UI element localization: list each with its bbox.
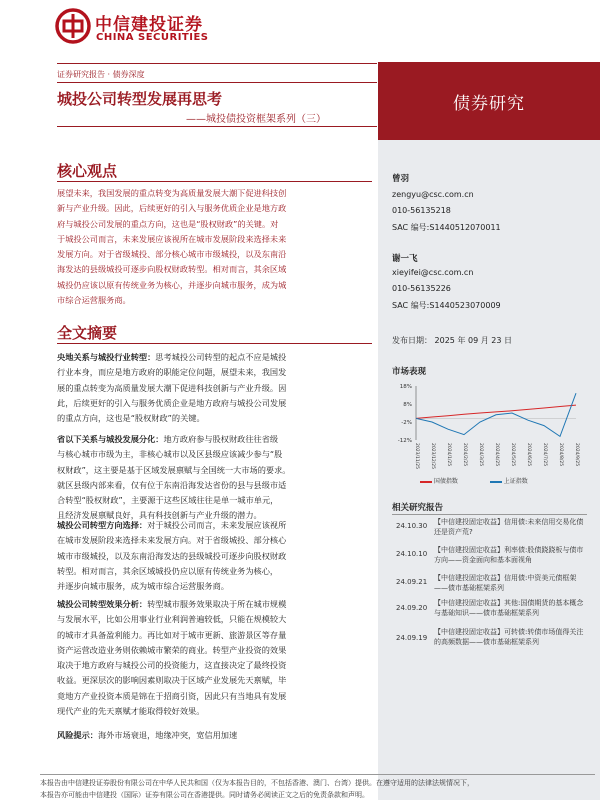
- analyst-sac: SAC 编号:S1440523070009: [392, 301, 501, 310]
- core-heading: 核心观点: [57, 162, 118, 180]
- paragraph-line: 竟地方产业投资本质是锦在于招商引资，因此只有当地具有发展: [57, 690, 287, 701]
- legend-swatch-bond: [420, 481, 432, 483]
- y-tick-label: -12%: [397, 438, 412, 444]
- series-line: [416, 393, 576, 436]
- core-line: 新与产业升级。因此，后续更好的引入与服务优质企业是地方政: [57, 203, 287, 214]
- footer-line: 本报告由中信建投证券股份有限公司在中华人民共和国（仅为本报告目的，不包括香港、澳门、台湾）提供。在遵守适用的法律法规情况下，: [40, 779, 474, 787]
- paragraph-line: 地方政府参与股权财政往往省级: [163, 434, 279, 444]
- analyst-phone: 010-56135226: [392, 284, 451, 293]
- summary-paragraph: [57, 518, 372, 594]
- core-line: 城投仍应该以原有传统业务为核心，并逐步向城市服务，成为城: [57, 279, 287, 290]
- x-tick-label: 2024/8/25: [558, 443, 563, 467]
- report-subtitle: ——城投债投资框架系列（三）: [186, 114, 326, 125]
- related-date: 24.10.30: [396, 522, 428, 530]
- x-tick-label: 2024/9/25: [574, 443, 579, 467]
- related-divider: [392, 514, 587, 515]
- summary-divider: [57, 343, 372, 344]
- paragraph-line: 在城市发展阶段来选择未来发展方向。对于省级城投、部分核心: [57, 535, 287, 546]
- paragraph-line: 城市市级城投，以及东南沿海发达的县级城投可逐步向股权财政: [57, 550, 287, 561]
- paragraph-line: 与发展水平，比如公用事业行业利润普遍较低，只能在规模较大: [57, 614, 287, 625]
- core-text: [57, 186, 372, 308]
- legend-swatch-index: [490, 481, 502, 483]
- paragraph-lead: 省以下关系与城投发展分化：: [57, 434, 164, 444]
- x-tick-label: 2023/12/25: [430, 443, 435, 469]
- paragraph-line: 合转型“股权财政”，主要源于这些区域往往是单一城市单元，: [57, 495, 279, 506]
- related-item[interactable]: 【中信建投固定收益】利率债:股债跷跷板与债市方向——资金面向和基本面视角: [434, 546, 584, 564]
- y-tick-label: 8%: [403, 402, 412, 408]
- section-banner: 债券研究: [378, 62, 600, 140]
- related-date: 24.09.21: [396, 578, 428, 586]
- paragraph-line: 现代产业的先天禀赋才能取得较好效果。: [57, 706, 205, 717]
- company-name-cn: 中信建投证券: [95, 15, 203, 35]
- related-date: 24.10.10: [396, 550, 428, 558]
- related-heading: 相关研究报告: [392, 503, 444, 513]
- paragraph-lead: 城投公司转型方向选择：: [57, 520, 148, 530]
- x-tick-label: 2023/11/25: [414, 443, 419, 469]
- core-line: 市综合运营服务商。: [57, 295, 131, 306]
- paragraph-line: 的城市才具备盈利能力。再比如对于城市更新、旅游景区等存量: [57, 629, 287, 640]
- paragraph-line: 权财政”，这主要是基于区域发展禀赋与全国统一大市场的要求。: [57, 464, 291, 475]
- x-tick-label: 2024/2/25: [462, 443, 467, 467]
- paragraph-line: 并逐步向城市服务，成为城市综合运营服务商。: [57, 581, 229, 592]
- x-tick-label: 2024/6/25: [526, 443, 531, 467]
- header-divider: [57, 63, 377, 64]
- paragraph-lead: 城投公司转型效果分析：: [57, 599, 148, 609]
- paragraph-line: 此，后续更好的引入与服务优质企业是地方政府与城投公司发展: [57, 397, 287, 408]
- core-line: 海发达的县级城投可逐步向股权财政转型。相对而言，其余区域: [57, 264, 287, 275]
- x-tick-label: 2024/7/25: [542, 443, 547, 467]
- company-logo-icon: [55, 8, 91, 44]
- core-line: 于城投公司而言，未来发展应该视所在城市发展阶段来选择未来: [57, 233, 287, 244]
- paragraph-line: 收益。更深层次的影响因素则取决于区域产业发展先天禀赋，毕: [57, 675, 287, 686]
- legend-label-index: 上证指数: [503, 478, 528, 485]
- paragraph-line: 且经济发展禀赋良好，具有科技创新与产业升级的潜力。: [57, 510, 262, 521]
- paragraph-line: 转型。相对而言，其余区域城投仍应以原有传统业务为核心，: [57, 565, 279, 576]
- paragraph-line: 思考城投公司转型的起点不应是城投: [155, 352, 287, 362]
- summary-paragraph: [57, 350, 372, 426]
- footer-divider: [40, 774, 595, 775]
- paragraph-lead: 央地关系与城投行业转型：: [57, 352, 156, 362]
- y-tick-label: 18%: [399, 384, 412, 390]
- analyst-name: 谢一飞: [392, 254, 418, 264]
- x-tick-label: 2024/1/25: [446, 443, 451, 467]
- analyst-phone: 010-56135218: [392, 206, 451, 215]
- related-date: 24.09.19: [396, 634, 428, 642]
- x-tick-label: 2024/3/25: [478, 443, 483, 467]
- legend-label-bond: 国债指数: [433, 478, 458, 485]
- chart-legend: [420, 476, 528, 485]
- x-tick-label: 2024/4/25: [494, 443, 499, 467]
- risk-text: 海外市场衰退，地缘冲突，宽信用加速: [97, 730, 238, 740]
- summary-heading: 全文摘要: [57, 324, 118, 342]
- footer-line: 本报告亦可能由中信建投（国际）证券有限公司在香港提供。同时请务必阅读正文之后的免责条款和声明。: [40, 791, 369, 799]
- market-heading: 市场表现: [392, 367, 427, 377]
- core-line: 展望未来，我国发展的重点转变为高质量发展大潮下促进科技创: [57, 188, 287, 198]
- company-name-en: CHINA SECURITIES: [96, 32, 209, 43]
- publish-date: 发布日期： 2025 年 09 月 23 日: [392, 336, 512, 345]
- paragraph-line: 资产运营改造业务则依赖城市繁荣的商业。转型产业投资的效果: [57, 644, 287, 655]
- related-item[interactable]: 【中信建投固定收益】信用债:中资美元债框架——债市基础框架系列: [434, 574, 577, 592]
- core-divider: [57, 181, 372, 182]
- y-tick-label: -2%: [401, 420, 412, 426]
- report-title: 城投公司转型发展再思考: [57, 90, 223, 108]
- risk-note: [57, 728, 372, 743]
- paragraph-line: 行业本身，而应是地方政府的职能定位问题，展望未来，我国发: [57, 367, 287, 378]
- market-chart: [386, 380, 586, 490]
- title-divider: [57, 126, 377, 127]
- analyst-name: 曾羽: [392, 174, 410, 184]
- series-line: [416, 405, 576, 418]
- related-item[interactable]: 【中信建投固定收益】信用债:未来信用交易化债还是资产荒?: [434, 518, 584, 536]
- related-item[interactable]: 【中信建投固定收益】其他:国债期货的基本概念与基础知识——债市基础框架系列: [434, 599, 584, 617]
- analyst-sac: SAC 编号:S1440512070011: [392, 223, 501, 232]
- summary-paragraph: [57, 597, 372, 719]
- paragraph-line: 取决于地方政府与城投公司的投资能力，这直接决定了最终投资: [57, 660, 287, 671]
- paragraph-line: 就区县级内部来看，仅有位于东南沿海发达省份的县与县级市适: [57, 479, 287, 490]
- category-divider: [57, 82, 377, 83]
- paragraph-line: 对于城投公司而言，未来发展应该视所: [147, 520, 287, 530]
- related-date: 24.09.20: [396, 604, 428, 612]
- paragraph-line: 的重点方向，这也是“股权财政”的关键。: [57, 413, 205, 424]
- paragraph-line: 与核心城市市级为主，非核心城市以及区县级应该减少参与“股: [57, 449, 283, 460]
- report-category: 证券研究报告 · 债券深度: [57, 70, 145, 79]
- analyst-email[interactable]: zengyu@csc.com.cn: [392, 190, 474, 199]
- paragraph-line: 转型城市服务效果取决于所在城市规模: [147, 599, 287, 609]
- summary-paragraph: [57, 432, 372, 524]
- risk-lead: 风险提示：: [57, 730, 98, 740]
- related-item[interactable]: 【中信建投固定收益】可转债:转债市场值得关注的高频数据——债市基础框架系列: [434, 628, 584, 646]
- x-tick-label: 2024/5/25: [510, 443, 515, 467]
- analyst-email[interactable]: xieyifei@csc.com.cn: [392, 268, 474, 277]
- core-line: 发展方向。对于省级城投、部分核心城市市级城投，以及东南沿: [57, 249, 287, 260]
- core-line: 府与城投公司发展的重点方向，这也是“股权财政”的关键。对: [57, 218, 279, 229]
- paragraph-line: 展的重点转变为高质量发展大潮下促进科技创新与产业升级。因: [57, 382, 287, 393]
